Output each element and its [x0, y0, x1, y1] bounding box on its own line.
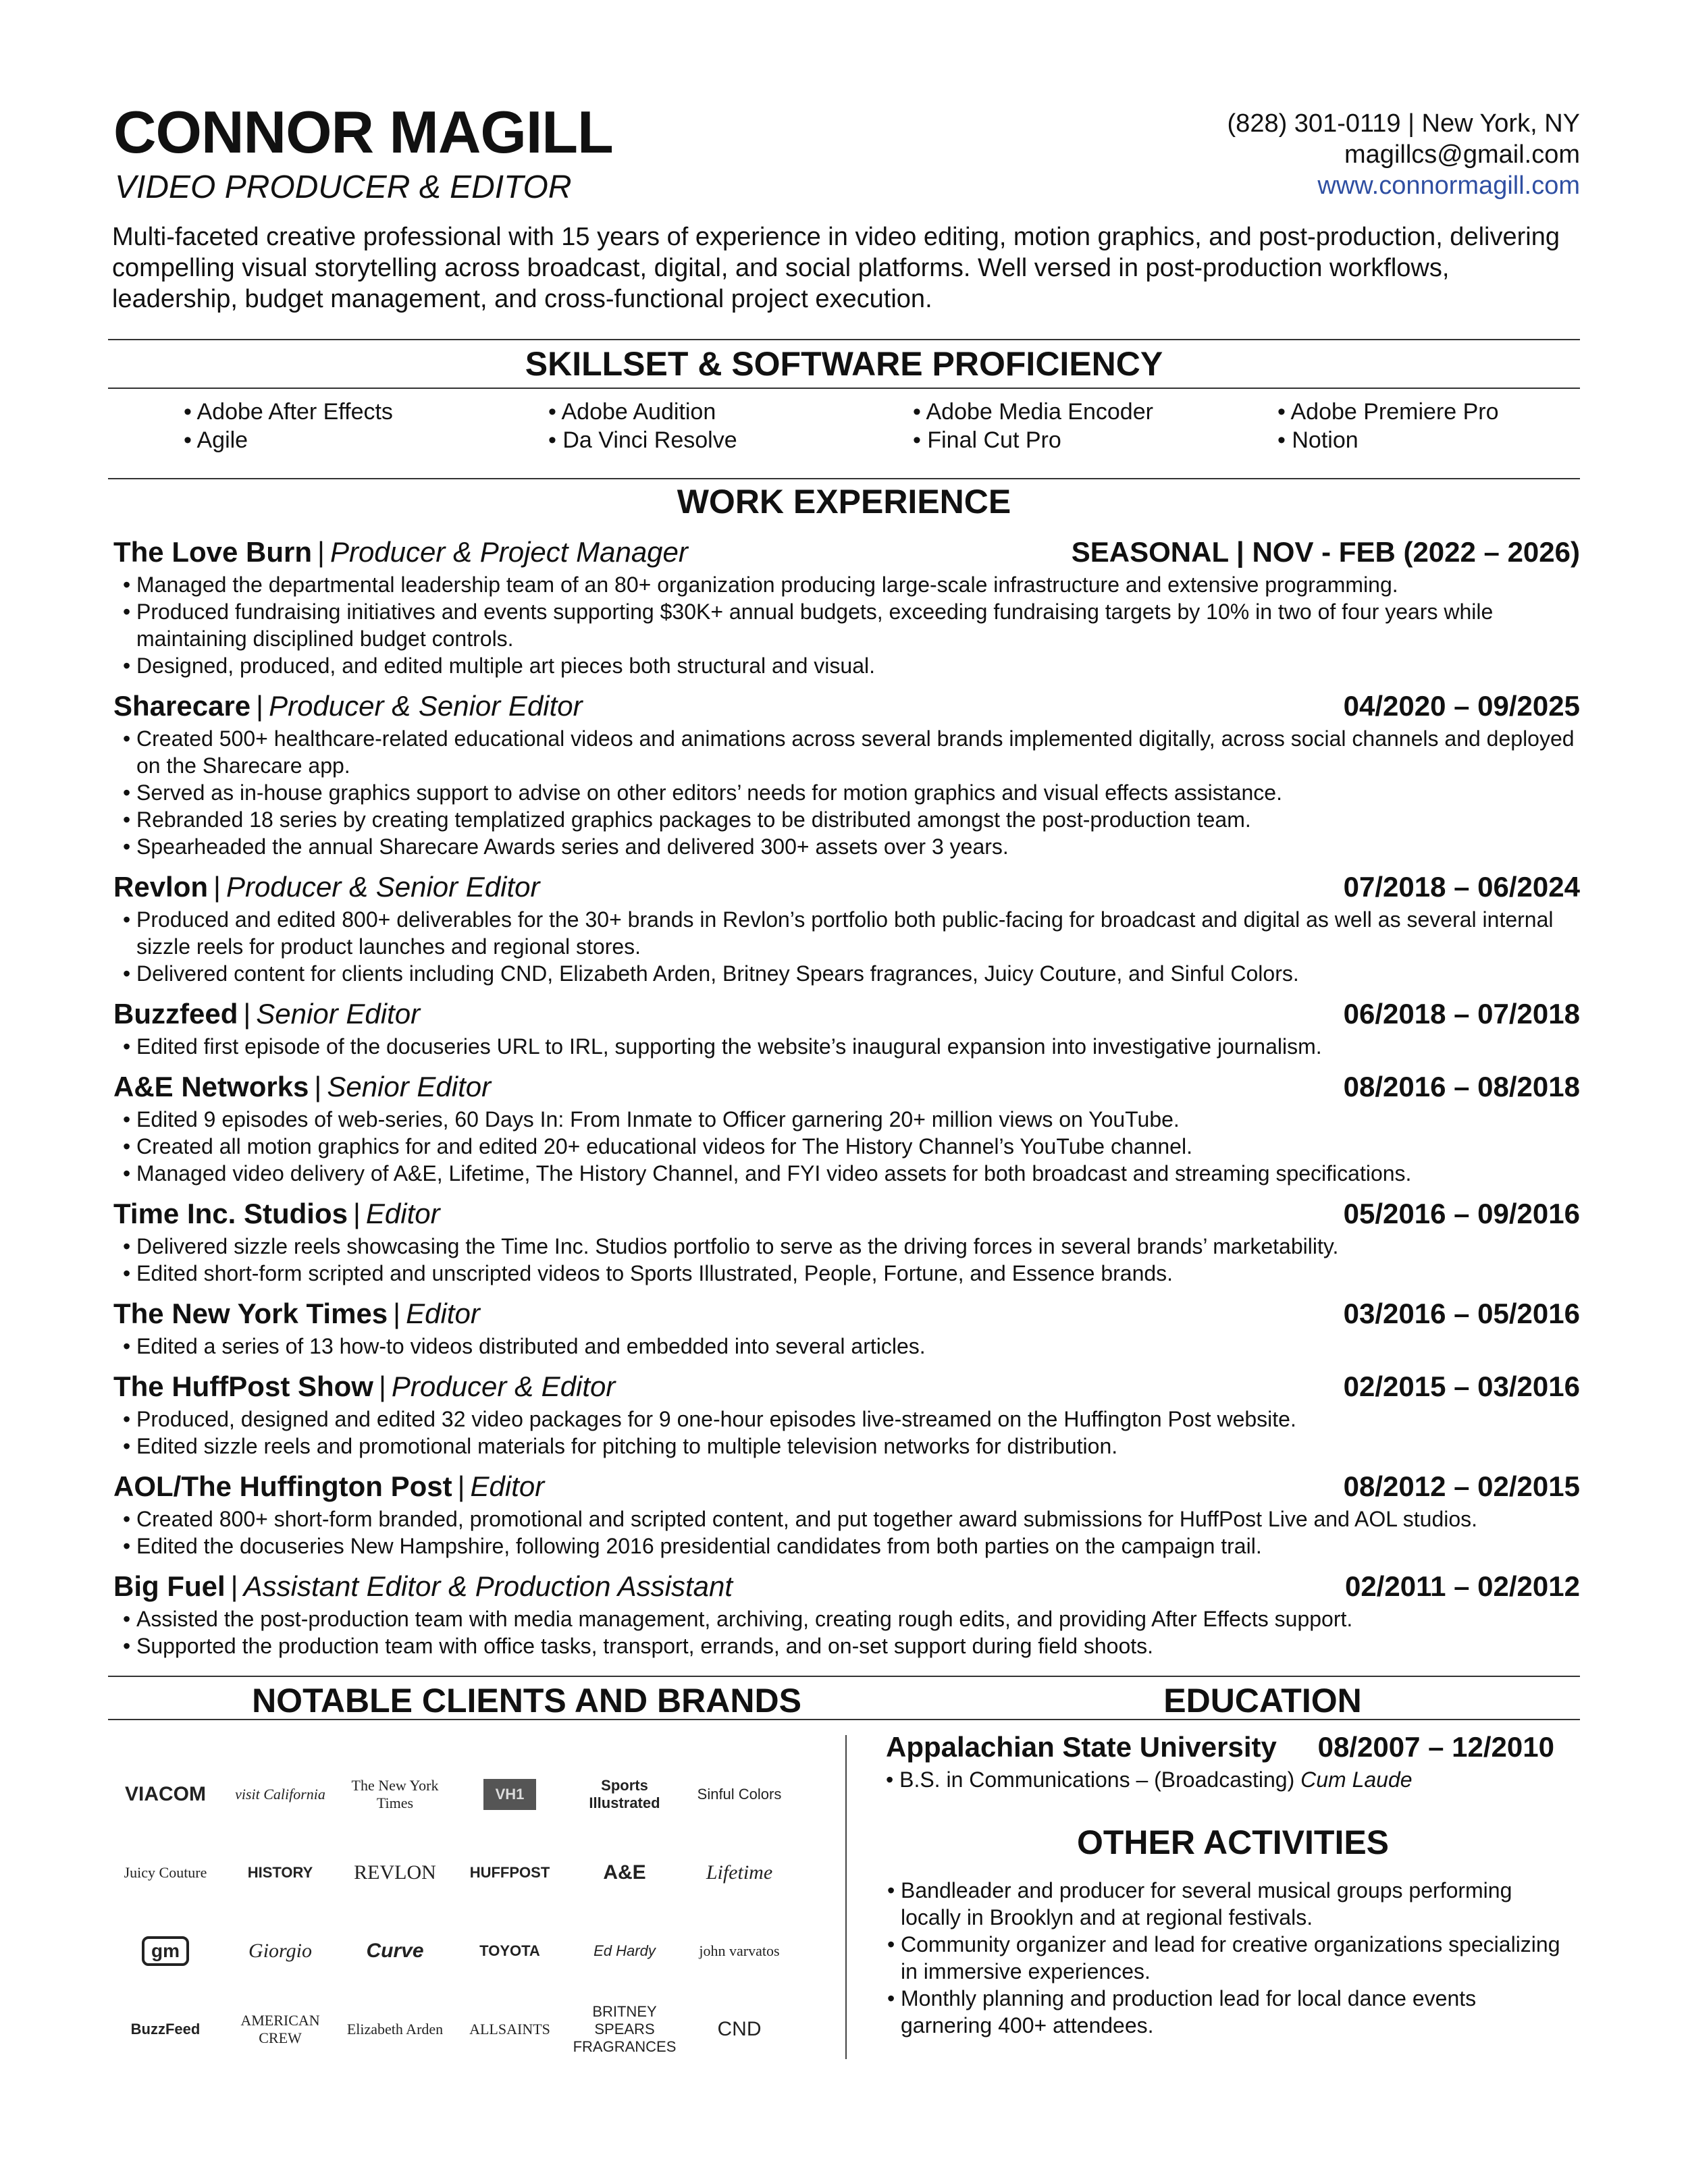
cnd-logo: CND [717, 2018, 762, 2040]
job-bullet: • Delivered content for clients including CND, Elizabeth Arden, Britney Spears fragrances, Juicy Couture, and Sinful Colors. [113, 960, 1580, 987]
company-name: Big Fuel [113, 1570, 226, 1602]
job-dates: 08/2016 – 08/2018 [1343, 1071, 1580, 1102]
giorgio-logo: Giorgio [248, 1940, 312, 1962]
honors: Cum Laude [1300, 1767, 1413, 1792]
job-header: The HuffPost Show | Producer & Editor 02/2015 – 03/2016 [113, 1368, 1580, 1406]
company-name: The HuffPost Show [113, 1370, 373, 1402]
job-bullet: • Edited 9 episodes of web-series, 60 Days In: From Inmate to Officer garnering 20+ million views on YouTube. [113, 1106, 1580, 1133]
job-bullet: • Produced, designed and edited 32 video packages for 9 one-hour episodes live-streamed on the Huffington Post website. [113, 1406, 1580, 1433]
allsaints-logo: ALLSAINTS [469, 2021, 550, 2037]
activity-item: • Bandleader and producer for several musical groups performing locally in Brooklyn and at regional festivals. [886, 1877, 1562, 1931]
huffpost-logo: HUFFPOST [469, 1864, 550, 1881]
activity-item: • Monthly planning and production lead for local dance events garnering 400+ attendees. [886, 1985, 1562, 2039]
divider [108, 1719, 1580, 1720]
job-bullet: • Delivered sizzle reels showcasing the Time Inc. Studios portfolio to serve as the driving forces in several brands’ marketability. [113, 1233, 1580, 1260]
ae-logo: A&E [603, 1861, 646, 1884]
company-name: Time Inc. Studios [113, 1198, 348, 1229]
company-name: Revlon [113, 871, 209, 903]
job-role: Senior Editor [327, 1071, 492, 1102]
contact-block [1228, 108, 1580, 201]
phone-location: (828) 301-0119 | New York, NY [1227, 109, 1580, 138]
degree-line: • B.S. in Communications – (Broadcasting) Cum Laude [886, 1767, 1413, 1792]
american-crew-logo: AMERICAN CREW [240, 2012, 320, 2046]
job-entry [113, 687, 1580, 860]
activities-list [886, 1877, 1580, 2039]
job-bullet: • Created 500+ healthcare-related educational videos and animations across several brands implemented digitally, across social channels and deployed on the Sharecare app. [113, 725, 1580, 779]
website-link[interactable]: www.connormagill.com [1317, 171, 1580, 200]
skills-list [184, 398, 1580, 454]
divider [108, 339, 1580, 340]
job-bullets [113, 1406, 1580, 1460]
skill-item: • Final Cut Pro [913, 427, 1061, 453]
email[interactable]: magillcs@gmail.com [1344, 140, 1580, 169]
job-role: Producer & Editor [391, 1370, 616, 1402]
job-dates: 02/2011 – 02/2012 [1344, 1570, 1580, 1602]
job-entry [113, 1068, 1580, 1187]
job-dates: 03/2016 – 05/2016 [1343, 1298, 1580, 1329]
job-bullet: • Produced fundraising initiatives and events supporting $30K+ annual budgets, exceeding fundraising targets by 10% in two of four years while maintaining disciplined budget controls. [113, 598, 1580, 652]
job-bullets [113, 1233, 1580, 1287]
job-header: Big Fuel | Assistant Editor & Production Assistant 02/2011 – 02/2012 [113, 1568, 1580, 1605]
job-bullet: • Rebranded 18 series by creating templatized graphics packages to be distributed amongst the post-production team. [113, 806, 1580, 833]
company-name: A&E Networks [113, 1071, 309, 1102]
school-name: Appalachian State University [886, 1731, 1277, 1763]
professional-summary: Multi-faceted creative professional with 15 years of experience in video editing, motion graphics, and post-production, delivering compelling visual storytelling across broadcast, digital, and social platforms. Well versed in post-production workflows, leadership, budget management, and cross-functional project execution. [112, 223, 1560, 313]
job-bullet: • Created all motion graphics for and edited 20+ educational videos for The History Channel’s YouTube channel. [113, 1133, 1580, 1160]
job-header: Buzzfeed | Senior Editor 06/2018 – 07/2018 [113, 995, 1580, 1033]
job-bullets [113, 725, 1580, 860]
toyota-logo: TOYOTA [479, 1942, 540, 1959]
skill-item: • Notion [1277, 427, 1359, 453]
sports-illustrated-logo: Sports Illustrated [589, 1777, 660, 1811]
job-entry [113, 1195, 1580, 1287]
job-bullets [113, 906, 1580, 987]
job-entry [113, 1568, 1580, 1659]
job-dates: 04/2020 – 09/2025 [1343, 690, 1580, 722]
job-bullet: • Managed video delivery of A&E, Lifetime, The History Channel, and FYI video assets for both broadcast and streaming specifications. [113, 1160, 1580, 1187]
gm-logo: gm [108, 1912, 223, 1990]
viacom-logo: VIACOM [125, 1783, 206, 1805]
skill-item: • Agile [184, 427, 248, 453]
job-entry [113, 1468, 1580, 1560]
education-entry [886, 1728, 1580, 1793]
job-bullet: • Served as in-house graphics support to advise on other editors’ needs for motion graphics and visual effects assistance. [113, 779, 1580, 806]
education-heading: EDUCATION [1163, 1682, 1362, 1720]
job-role: Senior Editor [256, 998, 421, 1030]
skills-heading: SKILLSET & SOFTWARE PROFICIENCY [525, 345, 1163, 383]
buzzfeed-logo: BuzzFeed [130, 2021, 201, 2037]
job-entry [113, 995, 1580, 1060]
job-role: Producer & Senior Editor [226, 871, 540, 903]
job-dates: 07/2018 – 06/2024 [1343, 871, 1580, 903]
job-dates: SEASONAL | NOV - FEB (2022 – 2026) [1071, 536, 1580, 568]
job-entry [113, 1368, 1580, 1460]
job-bullets [113, 1506, 1580, 1560]
job-bullets [113, 1033, 1580, 1060]
job-bullet: • Designed, produced, and edited multiple art pieces both structural and visual. [113, 652, 1580, 679]
company-name: The New York Times [113, 1298, 388, 1329]
vh1-logo: VH1 [452, 1755, 567, 1834]
skill-item: • Adobe After Effects [184, 399, 393, 425]
job-bullets [113, 1605, 1580, 1659]
job-dates: 06/2018 – 07/2018 [1343, 998, 1580, 1030]
sinful-colors-logo: Sinful Colors [697, 1786, 782, 1803]
job-bullet: • Produced and edited 800+ deliverables for the 30+ brands in Revlon’s portfolio both public-facing for broadcast and digital as well as several internal sizzle reels for product launches and regional stores. [113, 906, 1580, 960]
job-header: Sharecare | Producer & Senior Editor 04/2020 – 09/2025 [113, 687, 1580, 725]
nyt-logo: The New York Times [351, 1777, 439, 1811]
job-bullets [113, 571, 1580, 679]
visit-california-logo: visit California [235, 1786, 325, 1803]
job-bullet: • Spearheaded the annual Sharecare Awards series and delivered 300+ assets over 3 years. [113, 833, 1580, 860]
job-role: Producer & Project Manager [329, 536, 688, 568]
skill-item: • Adobe Media Encoder [913, 399, 1153, 425]
job-dates: 08/2012 – 02/2015 [1343, 1470, 1580, 1502]
job-entry [113, 1295, 1580, 1360]
skill-item: • Da Vinci Resolve [548, 427, 737, 453]
job-bullet: • Edited a series of 13 how-to videos distributed and embedded into several articles. [113, 1333, 1580, 1360]
client-logo-grid [108, 1755, 824, 2069]
resume-page [108, 0, 1580, 2184]
education-dates: 08/2007 – 12/2010 [1317, 1731, 1554, 1763]
skill-item: • Adobe Premiere Pro [1277, 399, 1499, 425]
job-entry [113, 868, 1580, 987]
degree: B.S. in Communications – (Broadcasting) [899, 1767, 1295, 1792]
revlon-logo: REVLON [354, 1861, 436, 1884]
candidate-name: CONNOR MAGILL [113, 99, 613, 165]
company-name: Buzzfeed [113, 998, 238, 1030]
job-header: AOL/The Huffington Post | Editor 08/2012 – 02/2015 [113, 1468, 1580, 1506]
job-list [113, 533, 1580, 1668]
job-dates: 02/2015 – 03/2016 [1343, 1370, 1580, 1402]
job-role: Editor [406, 1298, 480, 1329]
experience-heading: WORK EXPERIENCE [677, 483, 1011, 521]
juicy-couture-logo: Juicy Couture [124, 1864, 207, 1881]
column-divider [845, 1735, 847, 2059]
job-bullet: • Edited sizzle reels and promotional materials for pitching to multiple television networks for distribution. [113, 1433, 1580, 1460]
candidate-title: VIDEO PRODUCER & EDITOR [115, 169, 572, 205]
job-bullet: • Edited the docuseries New Hampshire, following 2016 presidential candidates from both parties on the campaign trail. [113, 1533, 1580, 1560]
job-role: Editor [365, 1198, 440, 1229]
job-bullets [113, 1333, 1580, 1360]
britney-spears-fragrances-logo: BRITNEY SPEARS FRAGRANCES [573, 2003, 677, 2055]
job-header: A&E Networks | Senior Editor 08/2016 – 08/2018 [113, 1068, 1580, 1106]
activity-item: • Community organizer and lead for creative organizations specializing in immersive experiences. [886, 1931, 1562, 1985]
company-name: The Love Burn [113, 536, 313, 568]
education-header [886, 1728, 1554, 1766]
job-bullet: • Managed the departmental leadership team of an 80+ organization producing large-scale infrastructure and extensive programming. [113, 571, 1580, 598]
ed-hardy-logo: Ed Hardy [594, 1942, 656, 1959]
job-role: Editor [470, 1470, 545, 1502]
divider [108, 478, 1580, 479]
job-bullet: • Supported the production team with office tasks, transport, errands, and on-set support during field shoots. [113, 1632, 1580, 1659]
job-header: Time Inc. Studios | Editor 05/2016 – 09/2016 [113, 1195, 1580, 1233]
job-role: Assistant Editor & Production Assistant [243, 1570, 733, 1602]
divider [108, 388, 1580, 389]
skill-item: • Adobe Audition [548, 399, 716, 425]
curve-logo: Curve [366, 1940, 424, 1962]
company-name: AOL/The Huffington Post [113, 1470, 452, 1502]
job-header: The New York Times | Editor 03/2016 – 05/2016 [113, 1295, 1580, 1333]
job-role: Producer & Senior Editor [269, 690, 583, 722]
divider [108, 1676, 1580, 1677]
activities-heading: OTHER ACTIVITIES [1076, 1823, 1390, 1861]
company-name: Sharecare [113, 690, 251, 722]
elizabeth-arden-logo: Elizabeth Arden [346, 2021, 444, 2037]
job-bullet: • Edited first episode of the docuseries URL to IRL, supporting the website’s inaugural expansion into investigative journalism. [113, 1033, 1580, 1060]
lifetime-logo: Lifetime [706, 1861, 773, 1884]
job-bullet: • Edited short-form scripted and unscripted videos to Sports Illustrated, People, Fortune, and Essence brands. [113, 1260, 1580, 1287]
john-varvatos-logo: john varvatos [699, 1942, 780, 1959]
job-bullet: • Created 800+ short-form branded, promotional and scripted content, and put together award submissions for HuffPost Live and AOL studios. [113, 1506, 1580, 1533]
job-dates: 05/2016 – 09/2016 [1343, 1198, 1580, 1229]
job-bullet: • Assisted the post-production team with media management, archiving, creating rough edits, and providing After Effects support. [113, 1605, 1580, 1632]
job-entry [113, 533, 1580, 679]
history-logo: HISTORY [247, 1864, 313, 1881]
clients-heading: NOTABLE CLIENTS AND BRANDS [252, 1682, 801, 1720]
job-bullets [113, 1106, 1580, 1187]
job-header: Revlon | Producer & Senior Editor 07/2018 – 06/2024 [113, 868, 1580, 906]
job-header: The Love Burn | Producer & Project Manager SEASONAL | NOV - FEB (2022 – 2026) [113, 533, 1580, 571]
